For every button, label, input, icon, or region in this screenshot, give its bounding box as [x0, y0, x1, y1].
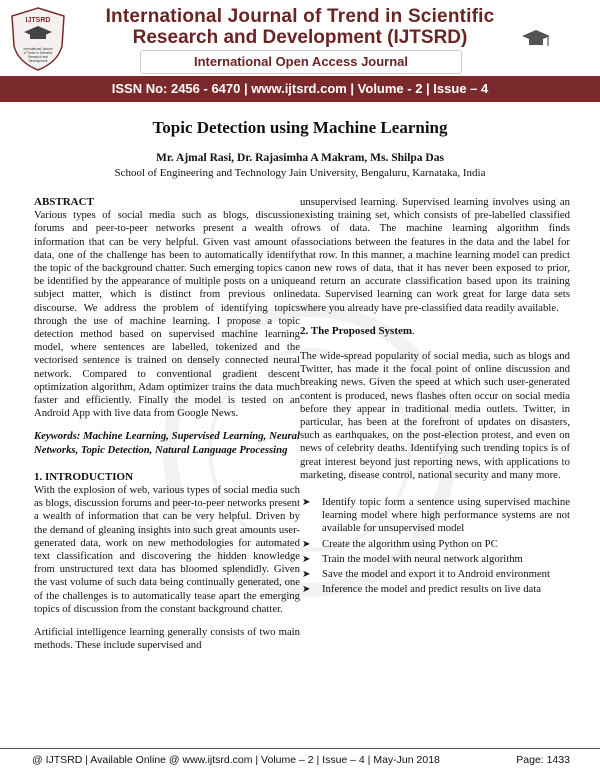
- ai-text: Artificial intelligence learning generally consists of two main methods. These include supervised and: [34, 626, 300, 652]
- paper-affiliation: School of Engineering and Technology Jain University, Bengaluru, Karnataka, India: [114, 167, 486, 179]
- svg-text:Development: Development: [28, 59, 48, 63]
- arrow-bullet-icon: ➤: [302, 553, 311, 565]
- footer-info: @ IJTSRD | Available Online @ www.ijtsrd.com | Volume – 2 | Issue – 4 | May-Jun 2018: [32, 754, 440, 766]
- proposed-heading-text: 2. The Proposed System: [300, 324, 413, 337]
- arrow-bullet-icon: ➤: [302, 584, 311, 596]
- journal-title-line1: International Journal of Trend in Scientific: [105, 6, 495, 27]
- svg-text:of Trend in Scientific: of Trend in Scientific: [23, 51, 53, 55]
- proposed-heading-suffix: .: [412, 324, 415, 337]
- svg-text:Research and: Research and: [28, 55, 48, 59]
- continued-text: unsupervised learning. Supervised learning involves using an existing training set, which consists of pre-labelled classified rows of data. The machine learning algorithm finds associations between the features in the data and the label for that row. In this manner, a machine learning model can predict on new rows of data, that it has never been exposed to prior, and return an accurate classification based upon its training data. Supervised learning can work great for large data sets where you already have pre-classified data readily available.: [300, 196, 570, 314]
- keywords: Keywords: Machine Learning, Supervised Learning, Neural Networks, Topic Detection, Natural Language Processing: [34, 430, 300, 456]
- proposed-heading: [300, 325, 570, 338]
- list-item: ➤ Inference the model and predict results on live data: [302, 583, 542, 596]
- proposed-text: The wide-spread popularity of social media, such as blogs and Twitter, has made it the focal point of online discussion and breaking news. Given the speed at which such user-generated content is produced, news flashes often occur on social media before they appear in traditional media outlets. Twitter, in particular, has been at the forefront of updates on disasters, such as earthquakes, on the post-election protest, and even on news of celebrity deaths. Identifying such trending topics is of great interest beyond just reporting news, with applications to marketing, disease control, national security and many more.: [300, 350, 570, 481]
- right-column: [300, 196, 570, 598]
- list-item: ➤ Create the algorithm using Python on PC: [302, 537, 498, 550]
- issn-bar: ISSN No: 2456 - 6470 | www.ijtsrd.com | Volume - 2 | Issue – 4: [0, 76, 600, 102]
- open-access-label: International Open Access Journal: [140, 50, 462, 74]
- list-item: ➤ Identify topic form a sentence using supervised machine learning model where high performance systems are not available for unsupervised model: [302, 496, 570, 535]
- paper-title: Topic Detection using Machine Learning: [152, 118, 448, 137]
- list-item: ➤ Save the model and export it to Android environment: [302, 568, 550, 581]
- intro-text: With the explosion of web, various types of social media such as blogs, discussion forums and peer-to-peer networks present a wealth of information that can be very helpful. Driven by the demand of gleaning insights into such great amounts user-generated data, work on new methodologies for automated text classification and discovering the hidden knowledge from unstructured text data has bloomed splendidly. Given the vast volume of such data being continually generated, one of the challenges is to automatically tease apart the emerging topics of discussion from the constant background chatter.: [34, 484, 300, 615]
- list-item: ➤ Train the model with neural network algorithm: [302, 552, 523, 565]
- intro-heading: 1. INTRODUCTION: [34, 470, 134, 483]
- arrow-bullet-icon: ➤: [302, 497, 311, 509]
- journal-title-line2: Research and Development (IJTSRD): [132, 27, 468, 48]
- svg-text:IJTSRD: IJTSRD: [25, 17, 51, 24]
- svg-text:International Journal: International Journal: [23, 47, 53, 51]
- page-footer: [0, 748, 600, 773]
- left-column: [34, 196, 300, 663]
- abstract-text: Various types of social media such as blogs, discussion forums and peer-to-peer networks present a wealth of information that can be very helpful. Given vast amount of data, one of the challenge has been to automatically identify the topic of the background chatter. Such emerging topics can be identified by the appearance of multiple posts on a unique subject matter, which is distinct from previous online discourse. We address the problem of identifying topics through the use of machine learning. I propose a topic detection method based on supervised machine learning model, where sentences are labelled, tokenized and the vectorised sentence is trained on densely connected neural network. Compared to conventional gradient descent optimization algorithm, Adam optimizer trains the data much faster and efficiently. Finally the model is tested on an Android App with live data from Google News.: [34, 209, 300, 420]
- arrow-bullet-icon: ➤: [302, 538, 311, 550]
- graduation-cap-icon: [520, 28, 552, 52]
- paper-authors: Mr. Ajmal Rasi, Dr. Rajasimha A Makram, Ms. Shilpa Das: [156, 152, 444, 164]
- arrow-bullet-icon: ➤: [302, 569, 311, 581]
- page-number: Page: 1433: [516, 754, 570, 766]
- journal-header: [0, 0, 600, 100]
- abstract-heading: ABSTRACT: [34, 196, 94, 208]
- objective-list: [300, 496, 570, 596]
